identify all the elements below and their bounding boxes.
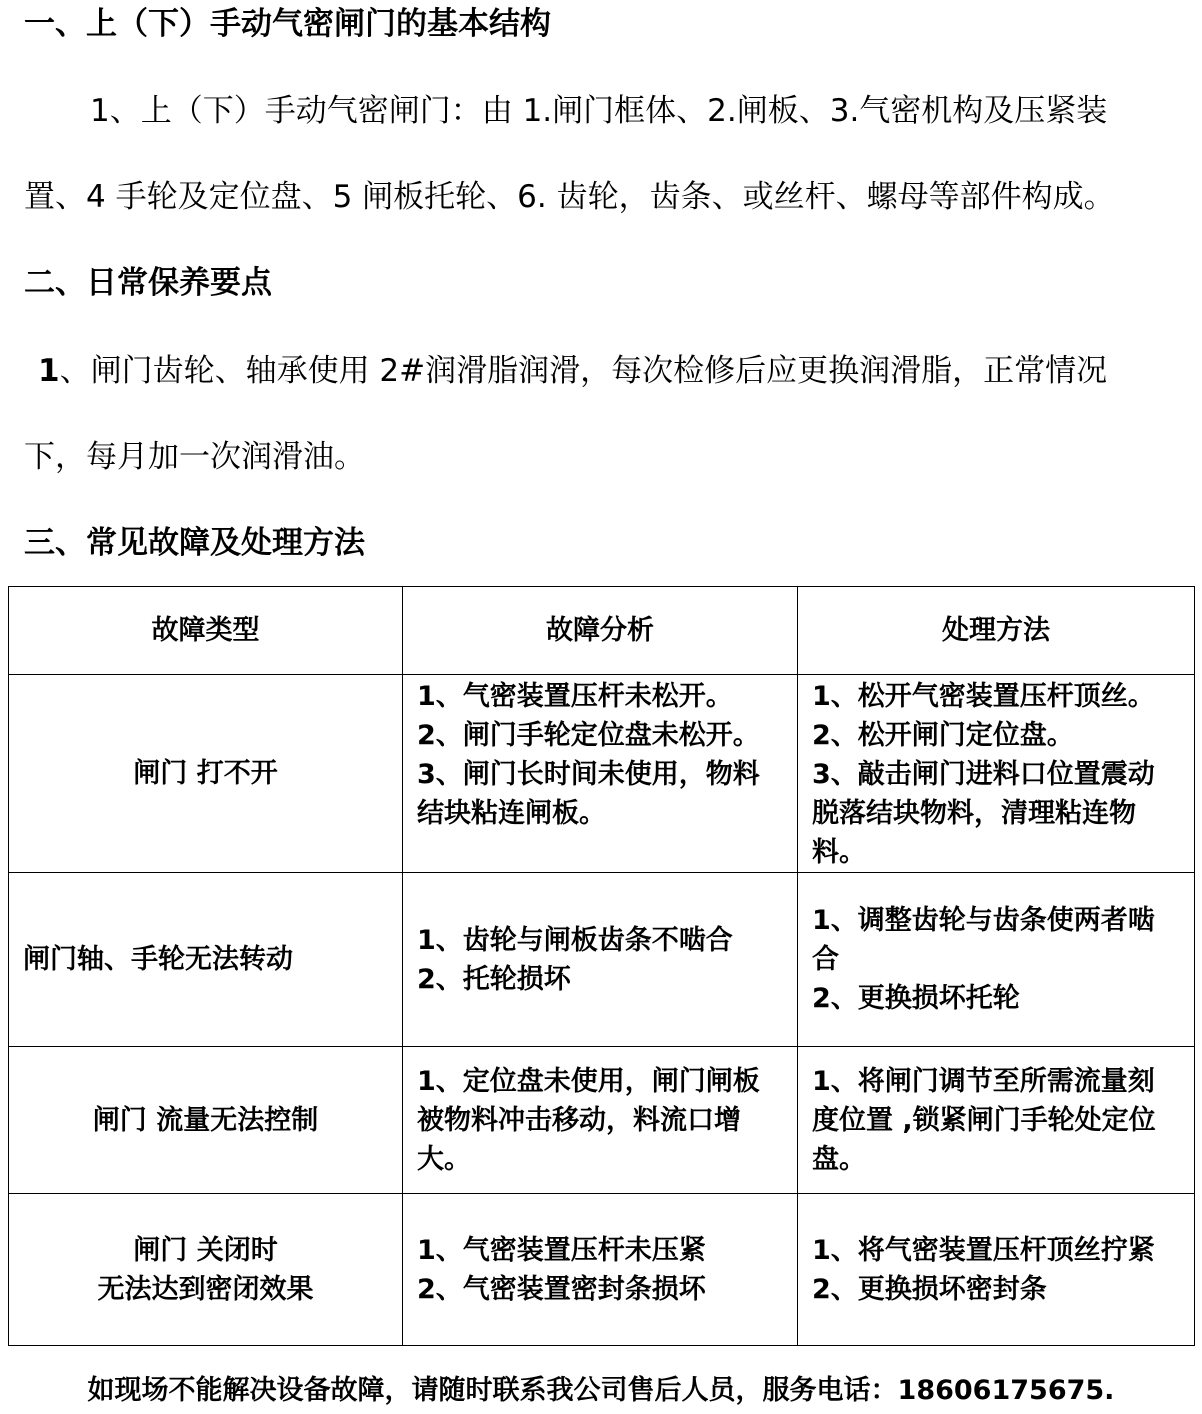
section-2-paragraph-line-1 bbox=[38, 353, 1108, 389]
analysis-line: 1、气密装置压杆未压紧 bbox=[417, 1234, 706, 1266]
analysis-line: 结块粘连闸板。 bbox=[417, 798, 606, 829]
analysis-line: 1、定位盘未使用，闸门闸板 bbox=[417, 1065, 760, 1097]
method-line: 3、敲击闸门进料口位置震动 bbox=[812, 759, 1155, 790]
method-line: 料。 bbox=[812, 837, 866, 868]
analysis-line: 1、气密装置压杆未松开。 bbox=[417, 681, 733, 712]
section-2-item-number: 1 bbox=[38, 353, 60, 389]
section-2-title: 二、日常保养要点 bbox=[24, 265, 272, 301]
analysis-line: 大。 bbox=[417, 1143, 471, 1175]
analysis-line: 被物料冲击移动，料流口增 bbox=[417, 1104, 741, 1136]
fault-type-text: 闸门 关闭时 bbox=[133, 1234, 278, 1266]
fault-type-cell bbox=[9, 873, 403, 1047]
method-line: 盘。 bbox=[812, 1143, 866, 1175]
method-line: 1、调整齿轮与齿条使两者啮 bbox=[812, 905, 1155, 936]
treatment-method-cell bbox=[798, 1047, 1195, 1194]
analysis-line: 2、闸门手轮定位盘未松开。 bbox=[417, 720, 760, 751]
method-line: 1、松开气密装置压杆顶丝。 bbox=[812, 681, 1155, 712]
method-line: 2、更换损坏密封条 bbox=[812, 1273, 1047, 1305]
method-line: 2、松开闸门定位盘。 bbox=[812, 720, 1074, 751]
fault-analysis-cell bbox=[403, 1047, 798, 1194]
treatment-method-cell bbox=[798, 1194, 1195, 1346]
section-1-title: 一、上（下）手动气密闸门的基本结构 bbox=[24, 6, 551, 42]
method-line: 脱落结块物料，清理粘连物 bbox=[812, 798, 1136, 829]
service-contact-footer: 如现场不能解决设备故障，请随时联系我公司售后人员，服务电话：18606175675. bbox=[87, 1375, 1115, 1406]
method-line: 度位置 ,锁紧闸门手轮处定位 bbox=[812, 1104, 1156, 1136]
fault-table bbox=[8, 586, 1195, 1346]
fault-type-cell bbox=[9, 675, 403, 873]
method-line: 1、将气密装置压杆顶丝拧紧 bbox=[812, 1234, 1155, 1266]
table-row bbox=[9, 1194, 1195, 1346]
fault-type-text: 闸门轴、手轮无法转动 bbox=[23, 944, 293, 975]
table-row bbox=[9, 1047, 1195, 1194]
fault-analysis-cell bbox=[403, 675, 798, 873]
treatment-method-cell bbox=[798, 873, 1195, 1047]
analysis-line: 1、齿轮与闸板齿条不啮合 bbox=[417, 924, 733, 956]
section-2-item-text: 、闸门齿轮、轴承使用 2#润滑脂润滑，每次检修后应更换润滑脂，正常情况 bbox=[59, 353, 1108, 389]
header-fault-type: 故障类型 bbox=[9, 587, 403, 675]
analysis-line: 2、托轮损坏 bbox=[417, 963, 571, 995]
table-row bbox=[9, 675, 1195, 873]
method-line: 合 bbox=[812, 944, 839, 975]
fault-type-text: 闸门 流量无法控制 bbox=[92, 1104, 319, 1136]
fault-analysis-cell bbox=[403, 873, 798, 1047]
treatment-method-cell bbox=[798, 675, 1195, 873]
analysis-line: 3、闸门长时间未使用，物料 bbox=[417, 759, 760, 790]
fault-type-text: 闸门 打不开 bbox=[133, 758, 278, 789]
header-treatment-method: 处理方法 bbox=[798, 587, 1195, 675]
analysis-line: 2、气密装置密封条损坏 bbox=[417, 1273, 706, 1305]
section-1-paragraph-line-1: 1、上（下）手动气密闸门：由 1.闸门框体、2.闸板、3.气密机构及压紧装 bbox=[90, 93, 1108, 129]
section-1-paragraph-line-2: 置、4 手轮及定位盘、5 闸板托轮、6. 齿轮，齿条、或丝杆、螺母等部件构成。 bbox=[24, 179, 1115, 215]
fault-type-cell bbox=[9, 1194, 403, 1346]
method-line: 1、将闸门调节至所需流量刻 bbox=[812, 1065, 1155, 1097]
header-fault-analysis: 故障分析 bbox=[403, 587, 798, 675]
table-row bbox=[9, 873, 1195, 1047]
section-3-title: 三、常见故障及处理方法 bbox=[24, 525, 365, 561]
fault-type-cell bbox=[9, 1047, 403, 1194]
table-header-row bbox=[9, 587, 1195, 675]
method-line: 2、更换损坏托轮 bbox=[812, 983, 1020, 1014]
fault-type-text: 无法达到密闭效果 bbox=[97, 1273, 314, 1305]
section-2-paragraph-line-2: 下，每月加一次润滑油。 bbox=[24, 439, 365, 475]
fault-analysis-cell bbox=[403, 1194, 798, 1346]
